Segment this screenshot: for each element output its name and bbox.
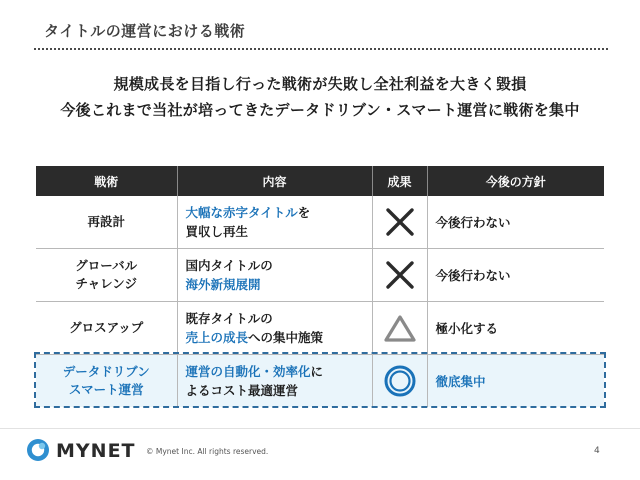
content-text: を	[297, 205, 311, 220]
table-row	[36, 302, 604, 355]
policy-cell: 徹底集中	[427, 355, 604, 408]
content-text: よるコスト最適運営	[185, 383, 299, 398]
content-text: 既存タイトルの	[185, 311, 273, 326]
content-text: 買収し再生	[185, 224, 249, 239]
title-divider	[34, 48, 608, 50]
result-cell	[372, 302, 427, 355]
content-text: に	[310, 364, 324, 379]
result-cell	[372, 196, 427, 249]
table-row	[36, 196, 604, 249]
strategy-name: データドリブン	[62, 364, 150, 379]
policy-cell: 極小化する	[427, 302, 604, 355]
summary-line-1: 規模成長を目指し行った戦術が失敗し全社利益を大きく毀損	[113, 75, 527, 93]
result-cell	[372, 249, 427, 302]
cross-icon	[385, 207, 415, 237]
mynet-logo-icon	[26, 438, 50, 462]
cross-icon	[385, 260, 415, 290]
header-result: 成果	[372, 166, 427, 196]
triangle-icon	[383, 313, 417, 343]
content-highlight: 売上の成長	[185, 330, 249, 345]
strategy-cell	[36, 196, 177, 249]
content-highlight: 海外新規展開	[185, 277, 261, 292]
strategy-name: 再設計	[87, 214, 125, 229]
strategy-name: チャレンジ	[75, 276, 137, 291]
slide-title: タイトルの運営における戦術	[44, 22, 246, 40]
content-cell	[177, 302, 372, 355]
logo-text: MYNET	[56, 440, 136, 462]
strategy-cell	[36, 302, 177, 355]
page-number: 4	[594, 446, 600, 456]
table-row	[36, 249, 604, 302]
content-text: 国内タイトルの	[185, 258, 273, 273]
strategy-cell	[36, 355, 177, 408]
footer-divider	[0, 428, 640, 429]
content-cell	[177, 196, 372, 249]
strategy-name: スマート運営	[68, 382, 144, 397]
copyright: © Mynet Inc. All rights reserved.	[146, 447, 269, 456]
table-row	[36, 355, 604, 408]
policy-cell: 今後行わない	[427, 249, 604, 302]
strategy-name: グローバル	[75, 258, 138, 273]
strategy-name: グロスアップ	[69, 320, 144, 335]
strategy-cell	[36, 249, 177, 302]
content-cell	[177, 249, 372, 302]
content-highlight: 運営の自動化・効率化	[185, 364, 311, 379]
table-header-row	[36, 166, 604, 196]
summary-line-2: 今後これまで当社が培ってきたデータドリブン・スマート運営に戦術を集中	[60, 101, 580, 119]
strategy-table	[36, 166, 604, 407]
content-cell	[177, 355, 372, 408]
policy-cell: 今後行わない	[427, 196, 604, 249]
result-cell	[372, 355, 427, 408]
header-policy: 今後の方針	[427, 166, 604, 196]
content-highlight: 大幅な赤字タイトル	[185, 205, 298, 220]
header-strategy: 戦術	[36, 166, 177, 196]
header-content: 内容	[177, 166, 372, 196]
content-text: への集中施策	[248, 330, 324, 345]
circle-icon	[383, 364, 417, 398]
